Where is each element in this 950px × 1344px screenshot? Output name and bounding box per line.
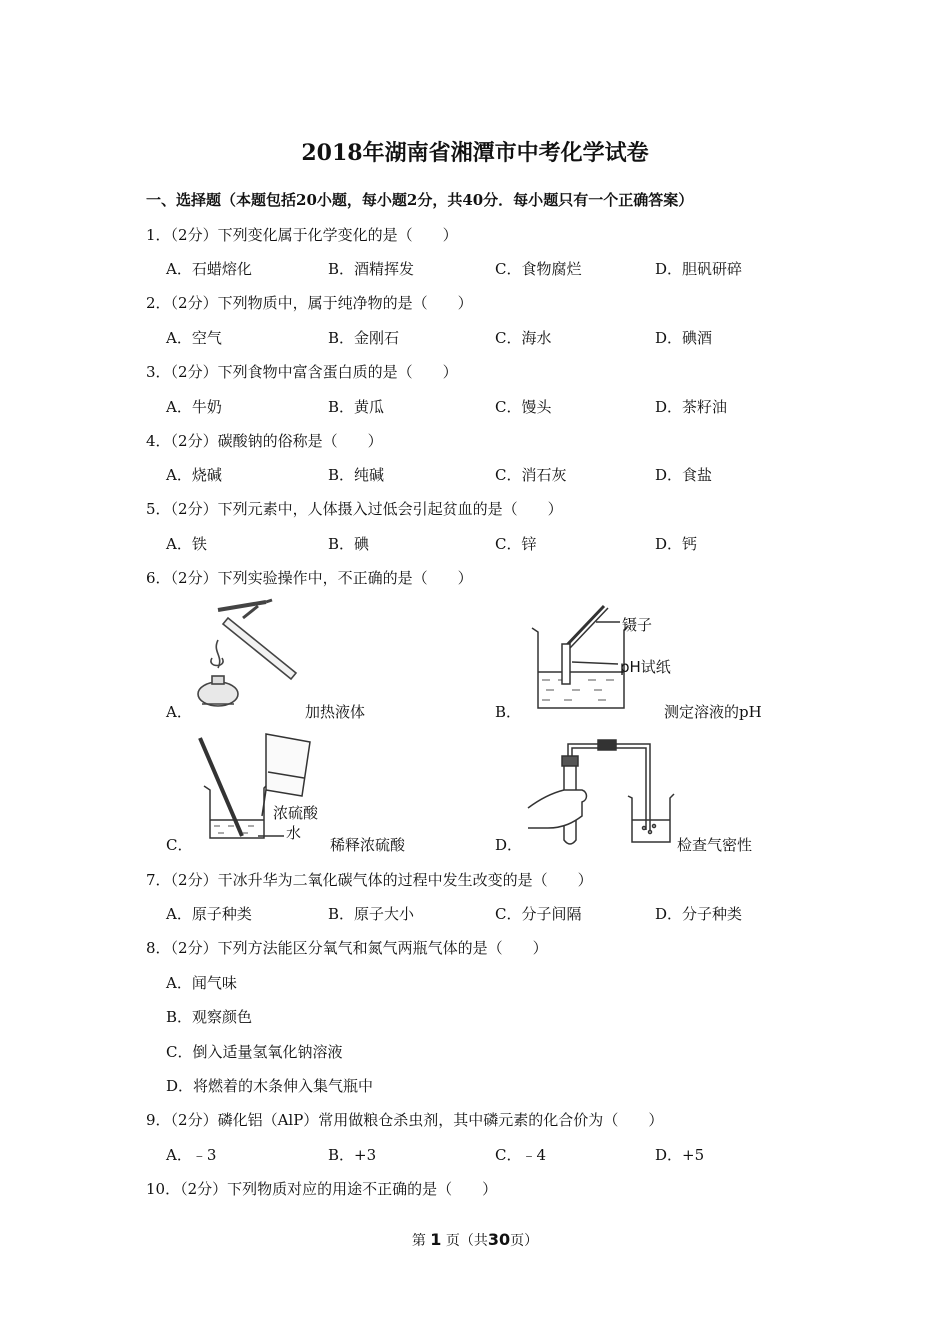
question-8-stem: 8．（2分）下列方法能区分氧气和氮气两瓶气体的是（ ） (146, 939, 548, 957)
question-4-option-a[interactable]: A．烧碱 (166, 466, 222, 484)
label-water: 水 (286, 824, 302, 842)
question-2-option-a[interactable]: A．空气 (166, 329, 222, 347)
question-4-option-b[interactable]: B．纯碱 (328, 466, 385, 484)
question-8-option-b[interactable]: B．观察颜色 (166, 1008, 253, 1026)
question-8-option-c[interactable]: C．倒入适量氢氧化钠溶液 (166, 1043, 343, 1061)
figure-c-caption: 稀释浓硫酸 (330, 836, 406, 854)
question-7-option-d[interactable]: D．分子种类 (655, 905, 743, 923)
question-7-option-c[interactable]: C．分子间隔 (495, 905, 582, 923)
question-5-stem: 5．（2分）下列元素中，人体摄入过低会引起贫血的是（ ） (146, 500, 563, 518)
footer-suffix: 页） (510, 1233, 539, 1249)
question-2-option-d[interactable]: D．碘酒 (655, 329, 713, 347)
question-3-option-b[interactable]: B．黄瓜 (328, 398, 385, 416)
question-8-option-a[interactable]: A．闻气味 (166, 974, 237, 992)
question-7-option-a[interactable]: A．原子种类 (166, 905, 252, 923)
question-9-option-d[interactable]: D．+5 (655, 1146, 705, 1164)
figure-diluting-sulfuric-acid (198, 732, 328, 844)
question-6-stem: 6．（2分）下列实验操作中，不正确的是（ ） (146, 569, 473, 587)
question-4-option-d[interactable]: D．食盐 (655, 466, 713, 484)
question-7-stem: 7．（2分）干冰升华为二氧化碳气体的过程中发生改变的是（ ） (146, 871, 593, 889)
question-8-option-d[interactable]: D．将燃着的木条伸入集气瓶中 (166, 1077, 374, 1095)
question-9-option-c[interactable]: C．﹣4 (495, 1146, 547, 1164)
question-5-option-a[interactable]: A．铁 (166, 535, 207, 553)
question-10-stem: 10．（2分）下列物质对应的用途不正确的是（ ） (146, 1180, 498, 1198)
figure-a-caption: 加热液体 (305, 703, 366, 721)
question-5-option-c[interactable]: C．锌 (495, 535, 537, 553)
question-3-option-c[interactable]: C．馒头 (495, 398, 552, 416)
figure-heating-liquid (188, 598, 308, 716)
page-footer (0, 1230, 950, 1250)
question-1-option-b[interactable]: B．酒精挥发 (328, 260, 415, 278)
figure-d-letter[interactable]: D． (495, 836, 523, 854)
figure-a-letter[interactable]: A． (166, 703, 192, 721)
question-3-stem: 3．（2分）下列食物中富含蛋白质的是（ ） (146, 363, 458, 381)
question-3-option-a[interactable]: A．牛奶 (166, 398, 222, 416)
footer-prefix: 第 (411, 1233, 426, 1249)
question-1-option-a[interactable]: A．石蜡熔化 (166, 260, 252, 278)
question-2-option-c[interactable]: C．海水 (495, 329, 552, 347)
question-9-option-a[interactable]: A．﹣3 (166, 1146, 217, 1164)
question-2-stem: 2．（2分）下列物质中，属于纯净物的是（ ） (146, 294, 473, 312)
footer-total-pages: 30 (487, 1230, 511, 1249)
question-1-option-d[interactable]: D．胆矾研碎 (655, 260, 743, 278)
figure-c-letter[interactable]: C． (166, 836, 193, 854)
question-5-option-b[interactable]: B．碘 (328, 535, 370, 553)
question-9-option-b[interactable]: B．+3 (328, 1146, 377, 1164)
question-4-stem: 4．（2分）碳酸钠的俗称是（ ） (146, 432, 383, 450)
label-concentrated-acid: 浓硫酸 (273, 804, 319, 822)
question-1-option-c[interactable]: C．食物腐烂 (495, 260, 582, 278)
label-tweezers: 镊子 (622, 616, 653, 634)
question-4-option-c[interactable]: C．消石灰 (495, 466, 567, 484)
footer-page-number: 1 (430, 1230, 442, 1249)
page-title: 2018年湖南省湘潭市中考化学试卷 (301, 140, 649, 166)
footer-mid: 页（共 (445, 1233, 488, 1249)
question-5-option-d[interactable]: D．钙 (655, 535, 698, 553)
section-heading: 一、选择题（本题包括20小题，每小题2分，共40分．每小题只有一个正确答案） (146, 191, 694, 209)
figure-b-caption: 测定溶液的pH (664, 703, 762, 721)
figure-checking-airtightness (524, 736, 684, 850)
figure-b-letter[interactable]: B． (495, 703, 522, 721)
question-7-option-b[interactable]: B．原子大小 (328, 905, 415, 923)
question-3-option-d[interactable]: D．茶籽油 (655, 398, 728, 416)
figure-d-caption: 检查气密性 (677, 836, 753, 854)
question-1-stem: 1．（2分）下列变化属于化学变化的是（ ） (146, 226, 458, 244)
question-9-stem: 9．（2分）磷化铝（AlP）常用做粮仓杀虫剂，其中磷元素的化合价为（ ） (146, 1111, 664, 1129)
question-2-option-b[interactable]: B．金刚石 (328, 329, 400, 347)
label-ph-paper: pH试纸 (620, 658, 671, 676)
